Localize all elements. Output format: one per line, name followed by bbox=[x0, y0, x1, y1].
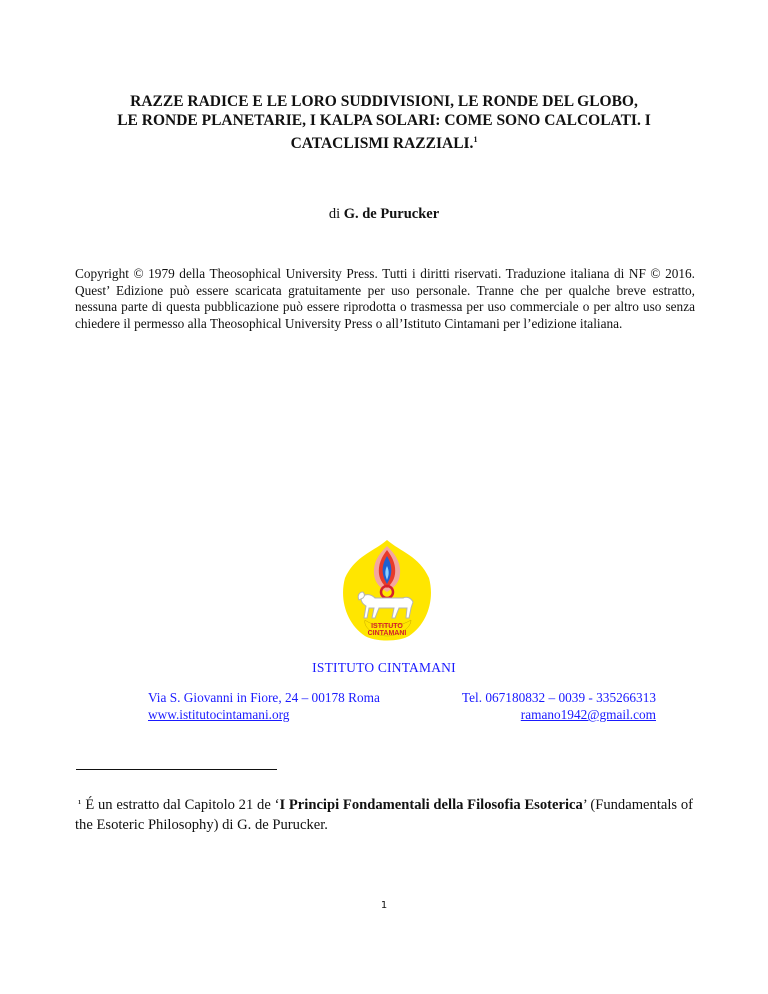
logo-graphic bbox=[339, 538, 435, 644]
title-line-1: RAZZE RADICE E LE LORO SUDDIVISIONI, LE RONDE DEL GLOBO, bbox=[130, 93, 638, 110]
email-link[interactable]: ramano1942@gmail.com bbox=[520, 707, 656, 722]
copyright-notice: Copyright © 1979 della Theosophical University Press. Tutti i diritti riservati. Traduzione italiana di NF © 2016. Quest’ Edizione può essere scaricata gratuitamente per uso personale. Tranne che per qualche breve estratto, nessuna parte di questa pubblicazione può essere riprodotta o trasmessa per uso commerciale o per altro uso senza chiedere il permesso alla Theosophical University Press o all’Istituto Cintamani per l’edizione italiana. bbox=[75, 266, 695, 331]
footnote-separator bbox=[76, 769, 277, 770]
website-link[interactable]: www.istitutocintamani.org bbox=[148, 707, 290, 722]
author-prefix: di bbox=[328, 206, 341, 222]
footnote-text-b: ’ (Fundamentals of the Esoteric Philosophy) di G. de Purucker. bbox=[75, 797, 694, 833]
logo-text-line2: CINTAMANI bbox=[367, 630, 407, 637]
istituto-cintamani-logo bbox=[339, 538, 435, 644]
footnote bbox=[75, 794, 693, 835]
institute-phone: Tel. 067180832 – 0039 - 335266313 bbox=[461, 690, 656, 705]
title-line-3-text: CATACLISMI RAZZIALI. bbox=[290, 135, 474, 153]
title-line-3 bbox=[60, 130, 708, 153]
institute-name: ISTITUTO CINTAMANI bbox=[312, 660, 456, 675]
title-line-2: LE RONDE PLANETARIE, I KALPA SOLARI: COME SONO CALCOLATI. I bbox=[117, 112, 651, 129]
page-number: 1 bbox=[380, 900, 388, 911]
logo-text-line1: ISTITUTO bbox=[371, 623, 403, 630]
footnote-book-title: I Principi Fondamentali della Filosofia Esoterica bbox=[279, 797, 583, 813]
author-name: G. de Purucker bbox=[343, 206, 440, 222]
contact-phone-block bbox=[436, 689, 656, 723]
title-footnote-ref[interactable]: 1 bbox=[473, 135, 478, 144]
footnote-mark: ¹ bbox=[78, 798, 82, 810]
footnote-text-a: É un estratto dal Capitolo 21 de ‘ bbox=[85, 797, 280, 813]
institute-address: Via S. Giovanni in Fiore, 24 – 00178 Roma bbox=[148, 690, 380, 705]
author-line bbox=[0, 206, 768, 223]
document-title bbox=[60, 92, 708, 153]
contact-address-block bbox=[148, 689, 428, 723]
